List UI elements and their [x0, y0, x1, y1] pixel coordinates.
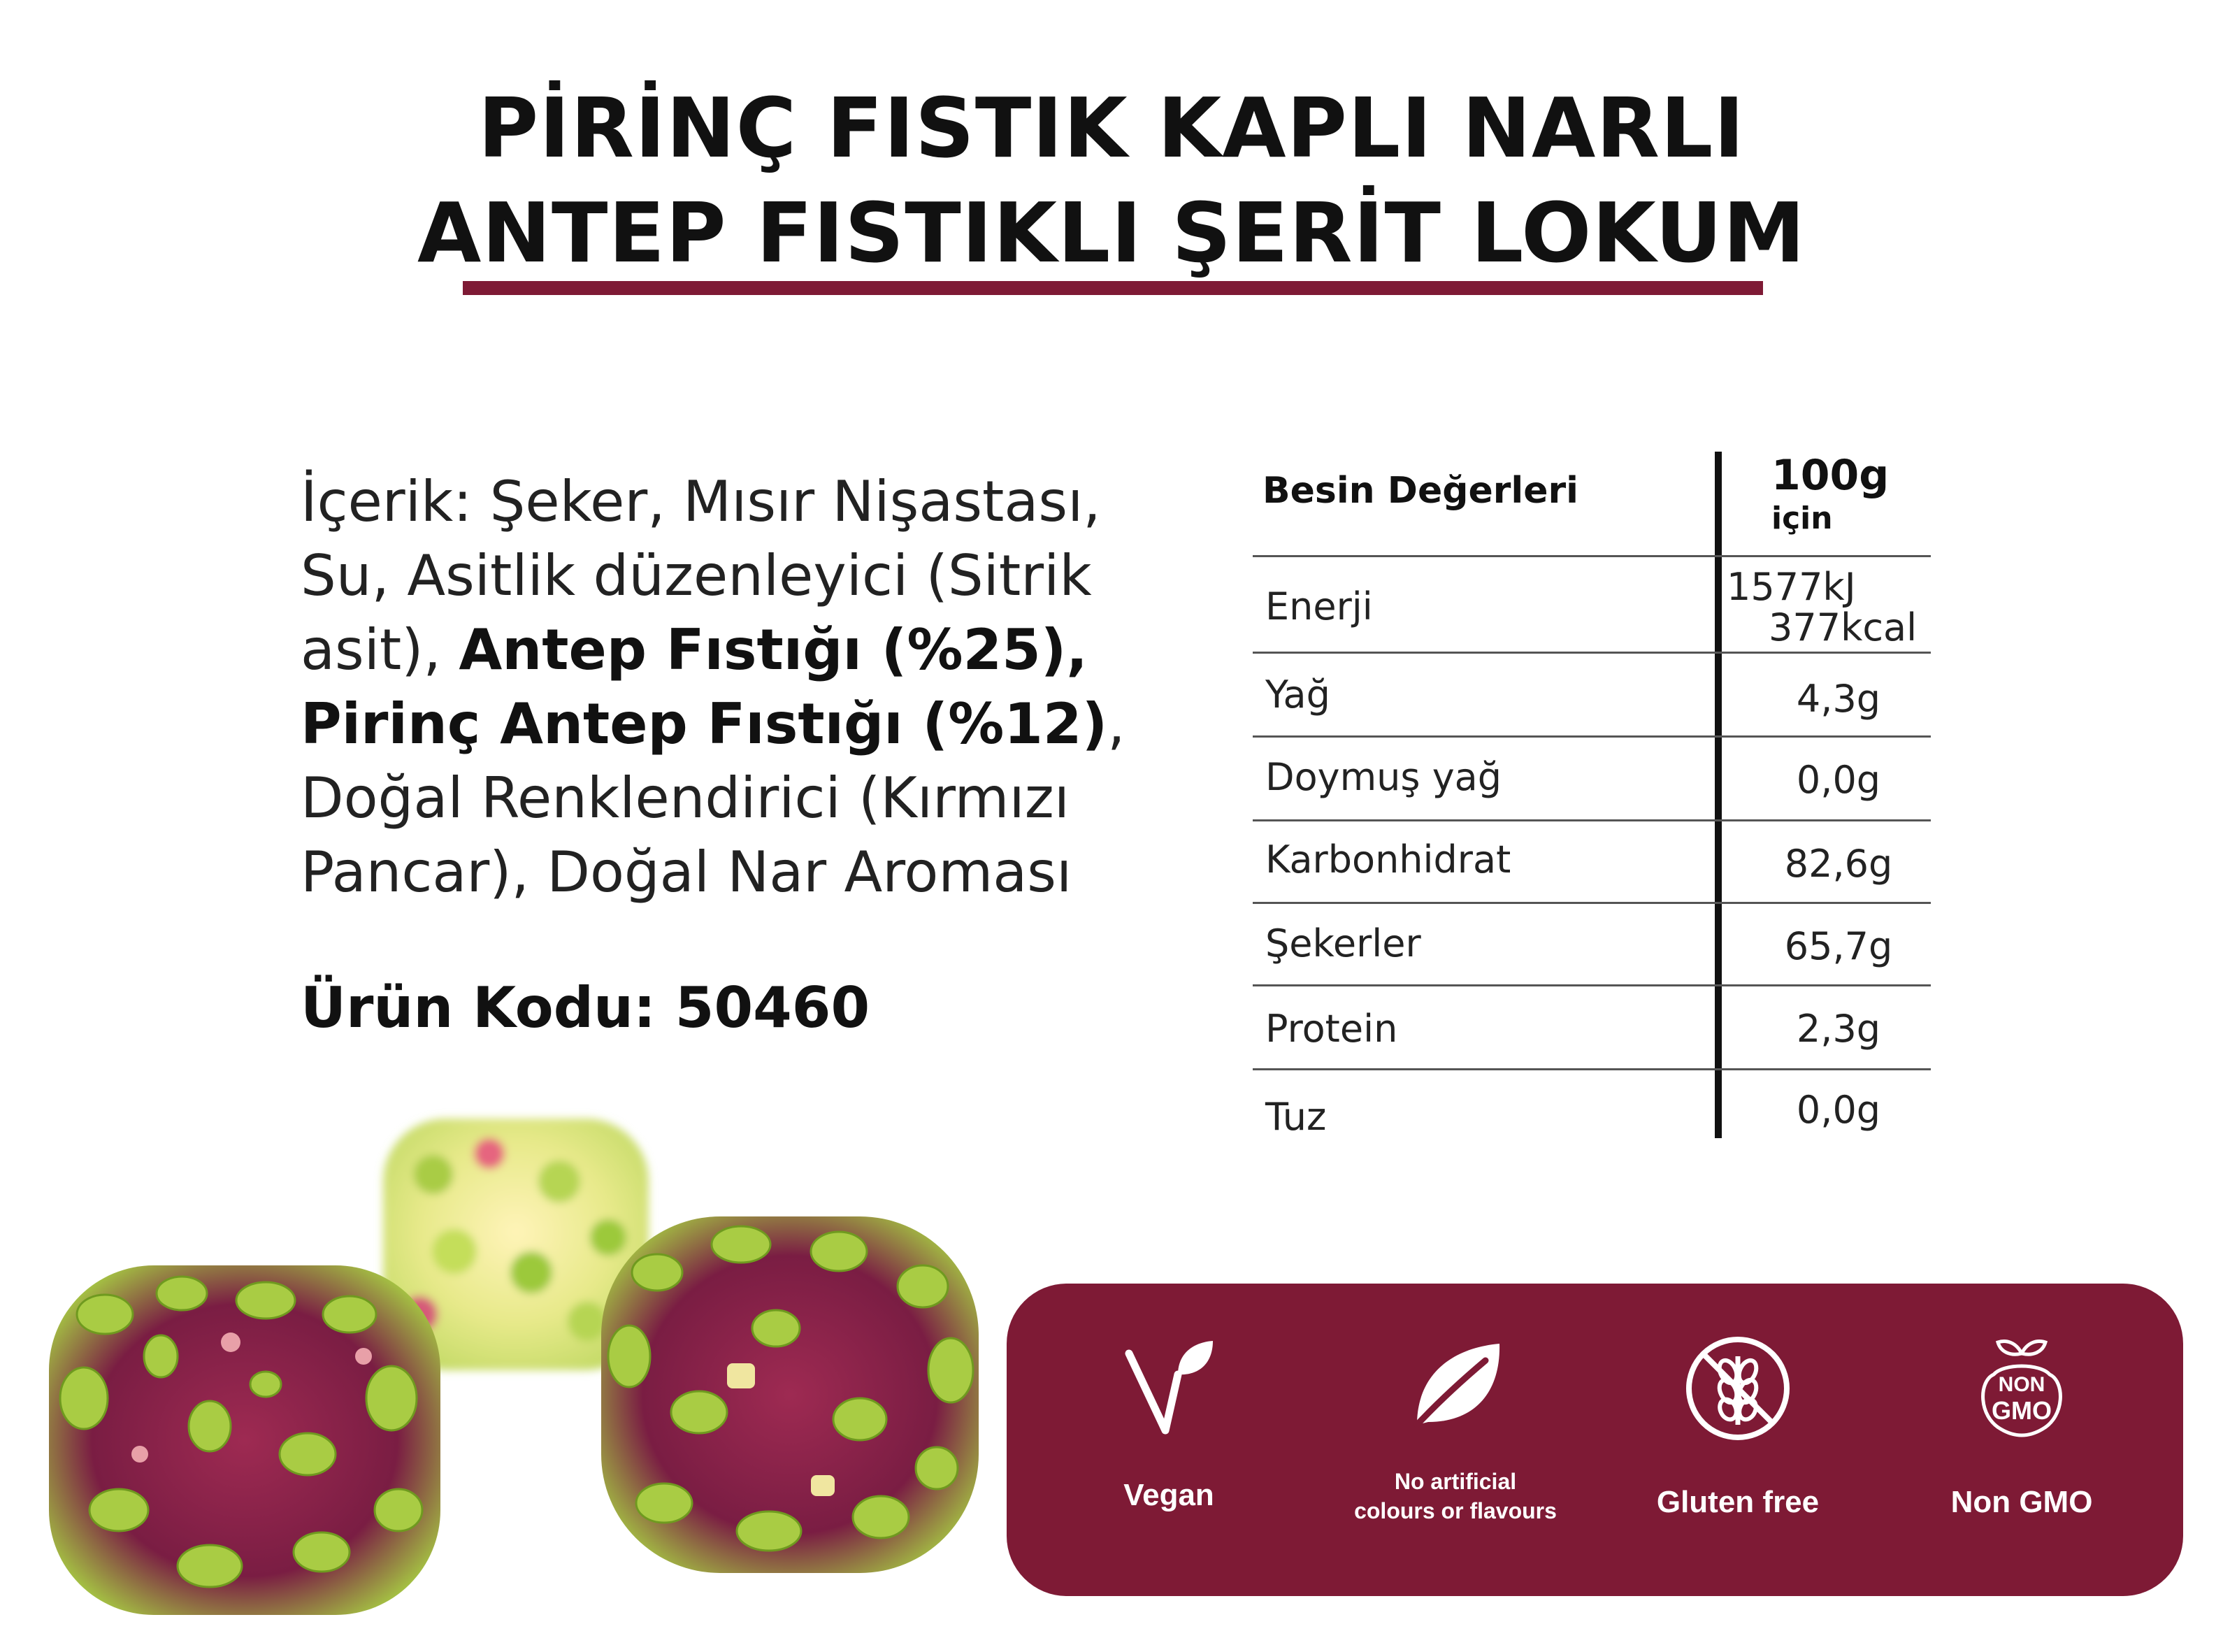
ingredients-part-1: İçerik: Şeker, Mısır Nişastası, Su, Asitlik düzenleyici (Sitrik asit),	[301, 469, 1101, 682]
badge-non-gmo	[1903, 1333, 2141, 1520]
nutrition-row-value: 0,0g	[1796, 758, 1881, 802]
product-code: Ürün Kodu: 50460	[301, 975, 870, 1040]
ingredients-bold-1: Antep Fıstığı (%25),	[459, 617, 1088, 682]
table-divider	[1253, 984, 1931, 986]
badge-label-gluten-free: Gluten free	[1656, 1485, 1820, 1519]
table-divider	[1253, 555, 1931, 557]
nutrition-row-label: Karbonhidrat	[1265, 838, 1511, 882]
nutrition-row-label: Enerji	[1265, 584, 1373, 629]
product-title	[0, 76, 2223, 285]
badge-vegan	[1050, 1333, 1288, 1513]
badge-label-no-artificial	[1337, 1467, 1574, 1525]
title-line-1: PİRİNÇ FISTIK KAPLI NARLI	[477, 80, 1746, 176]
right-lokum-piece	[601, 1216, 979, 1573]
nutrition-row-value: 65,7g	[1784, 924, 1893, 968]
nutrition-row-label: Doymuş yağ	[1265, 755, 1502, 799]
nutrition-row-value: 82,6g	[1784, 842, 1893, 886]
non-gmo-icon-text-top: NON	[1998, 1373, 2045, 1396]
product-badges-panel	[1007, 1284, 2183, 1596]
product-image-lokum	[0, 1091, 1007, 1652]
badge-label-vegan: Vegan	[1123, 1478, 1214, 1512]
nutrition-row-label: Protein	[1265, 1007, 1398, 1051]
leaf-icon	[1403, 1333, 1508, 1437]
table-divider	[1253, 902, 1931, 904]
nutrition-row-value: 0,0g	[1796, 1088, 1881, 1132]
nutrition-row-label: Yağ	[1265, 673, 1330, 717]
ingredients-part-2: , Doğal Renklendirici (Kırmızı Pancar), Doğal Nar Aroması	[301, 691, 1125, 905]
title-line-2: ANTEP FISTIKLI ŞERİT LOKUM	[417, 185, 1806, 281]
badge-label-line-2: colours or flavours	[1354, 1498, 1557, 1523]
title-underline	[463, 281, 1763, 295]
table-divider	[1253, 735, 1931, 738]
nutrition-row-value: 4,3g	[1796, 677, 1881, 721]
nutrition-row-value-kcal: 377kcal	[1769, 605, 1918, 649]
vegan-icon	[1116, 1333, 1221, 1437]
nutrition-row-value: 1577kJ	[1727, 565, 1856, 609]
badge-gluten-free	[1619, 1333, 1857, 1520]
table-divider	[1253, 652, 1931, 654]
non-gmo-icon-text-bottom: GMO	[1992, 1396, 2052, 1425]
badge-label-line-1: No artificial	[1394, 1469, 1517, 1494]
left-lokum-piece	[49, 1265, 440, 1615]
ingredients-text	[301, 465, 1188, 910]
nutrition-row-label: Şekerler	[1265, 921, 1421, 965]
badge-label-non-gmo: Non GMO	[1950, 1485, 2093, 1519]
table-divider	[1253, 819, 1931, 821]
ingredients-bold-2: Pirinç Antep Fıstığı (%12)	[301, 691, 1108, 756]
nutrition-header-per: için	[1771, 501, 1833, 536]
badge-no-artificial	[1337, 1333, 1574, 1525]
table-divider	[1253, 1068, 1931, 1070]
nutrition-row-label: Tuz	[1265, 1095, 1327, 1139]
non-gmo-icon	[1966, 1333, 2078, 1444]
gluten-free-icon	[1682, 1333, 1794, 1444]
nutrition-header-amount: 100g	[1771, 451, 1890, 500]
nutrition-row-value: 2,3g	[1796, 1007, 1881, 1051]
nutrition-header-value	[1771, 451, 1890, 536]
nutrition-header-label: Besin Değerleri	[1262, 470, 1578, 512]
